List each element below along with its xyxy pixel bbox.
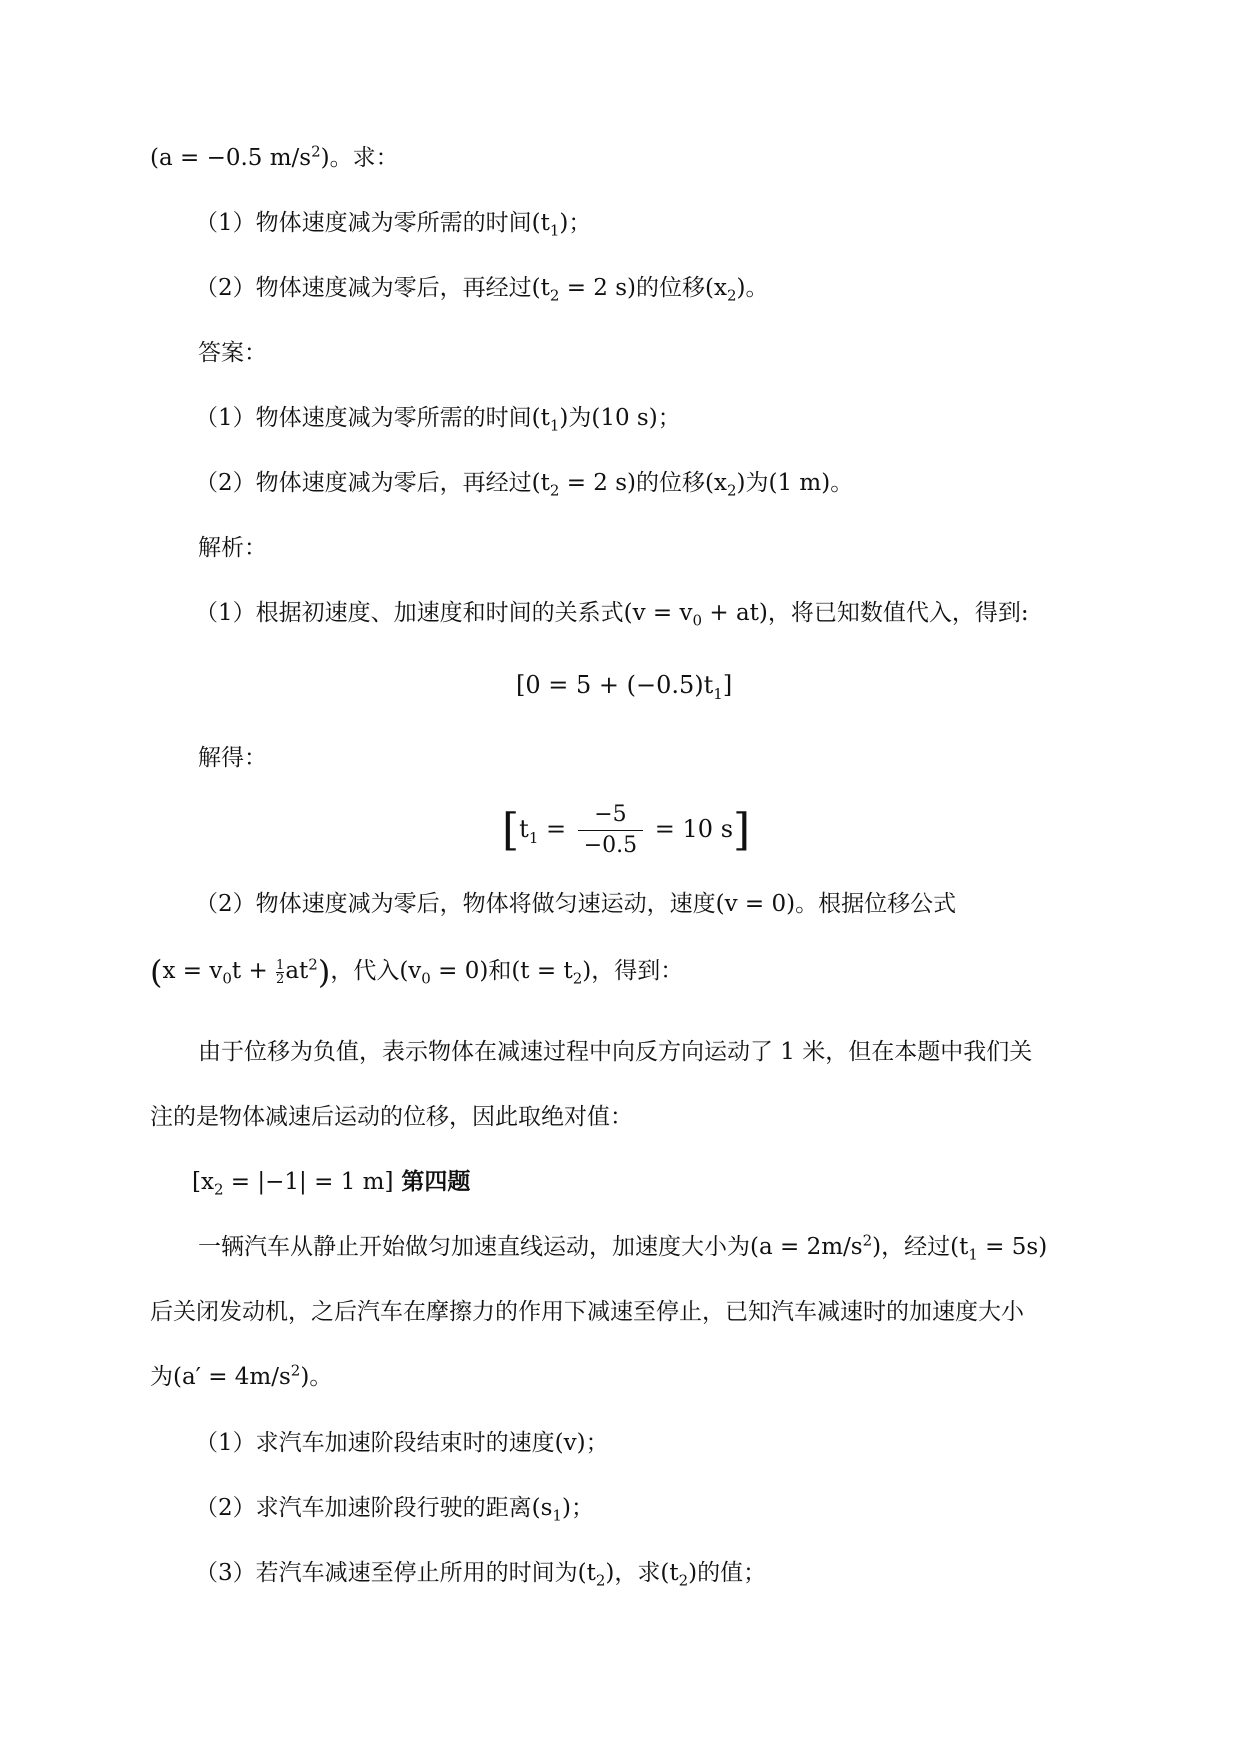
analysis-heading: 解析： (198, 535, 267, 561)
text-span: = 5s) (977, 1234, 1048, 1260)
subscript: 2 (572, 969, 583, 988)
answer-1 (195, 402, 681, 434)
text-span: )。 (736, 275, 769, 301)
superscript: 2 (290, 1361, 301, 1380)
problem-4-line-3 (150, 1361, 332, 1393)
numerator: −5 (594, 802, 627, 827)
subscript: 1 (968, 1245, 978, 1264)
subscript: 2 (726, 481, 737, 500)
fraction (578, 800, 643, 861)
paragraph-negative-displacement: 由于位移为负值，表示物体在减速过程中向反方向运动了 1 米，但在本题中我们关 (198, 1039, 1033, 1065)
analysis-step-1 (195, 597, 1029, 629)
text-span: t + (231, 958, 276, 984)
text-span: 为(a′ = 4m/s (150, 1364, 291, 1390)
superscript: 2 (862, 1231, 873, 1250)
text-span: （2）求汽车加速阶段行驶的距离(s (195, 1495, 553, 1521)
text-span: )，得到： (582, 958, 684, 984)
text-span: )，经过(t (872, 1234, 969, 1260)
denominator: −0.5 (578, 830, 643, 861)
subscript: 0 (222, 969, 232, 988)
text-span: [0 = 5 + (−0.5)t (516, 671, 714, 699)
text-span: = 10 s (647, 815, 734, 843)
equation-time-result (502, 800, 750, 861)
text-span: )为(10 s)； (559, 405, 681, 431)
text-span: )为(1 m)。 (736, 470, 854, 496)
question-1 (195, 207, 591, 239)
text-span: t (519, 815, 529, 843)
subscript: 2 (549, 286, 560, 305)
subscript: 2 (213, 1180, 224, 1199)
text-span: （1）物体速度减为零所需的时间(t (195, 405, 550, 431)
text-span: ] (722, 671, 733, 699)
text-span: 一辆汽车从静止开始做匀加速直线运动，加速度大小为(a = 2m/s (198, 1234, 863, 1260)
subscript: 1 (552, 1506, 562, 1525)
text-span: = |−1| = 1 m] (223, 1169, 394, 1195)
text-span: x = v (162, 958, 223, 984)
text-span: （2）物体速度减为零后，再经过(t (195, 275, 550, 301)
subscript: 1 (713, 684, 723, 703)
subscript: 2 (678, 1571, 689, 1590)
text-span: + at)，将已知数值代入，得到: (702, 600, 1029, 626)
paragraph-absolute-value: 注的是物体减速后运动的位移，因此取绝对值： (150, 1104, 633, 1130)
subscript: 1 (549, 416, 560, 435)
text-span: )； (561, 1495, 594, 1521)
bracket: ] (733, 804, 751, 856)
subscript: 1 (528, 828, 539, 847)
fraction (276, 959, 284, 986)
analysis-step-2: （2）物体速度减为零后，物体将做匀速运动，速度(v = 0)。根据位移公式 (195, 891, 957, 917)
solve-heading: 解得： (198, 745, 267, 771)
text-span: )； (559, 210, 592, 236)
text-span: at (285, 958, 309, 984)
problem-4-question-2 (195, 1492, 594, 1524)
text-span: [x (192, 1169, 214, 1195)
text-span: （2）物体速度减为零后，再经过(t (195, 470, 550, 496)
text-span: （1）物体速度减为零所需的时间(t (195, 210, 550, 236)
text-span: = 2 s)的位移(x (559, 275, 727, 301)
subscript: 2 (549, 481, 560, 500)
answer-heading: 答案： (198, 340, 267, 366)
problem-line-acceleration (150, 142, 399, 174)
superscript: 2 (311, 142, 321, 161)
subscript: 0 (692, 611, 703, 630)
problem-4-question-1: （1）求汽车加速阶段结束时的速度(v)； (195, 1430, 609, 1456)
bracket: [ (502, 804, 520, 856)
denominator: 2 (276, 971, 285, 987)
problem-4-line-2: 后关闭发动机，之后汽车在摩擦力的作用下减速至停止，已知汽车减速时的加速度大小 (150, 1299, 1024, 1325)
text-span: = 0)和(t = t (430, 958, 573, 984)
text-span: = (538, 815, 574, 843)
section-heading-problem-4: 第四题 (393, 1168, 471, 1195)
text-span: ，代入(v (330, 958, 422, 984)
subscript: 1 (549, 221, 560, 240)
answer-2 (195, 467, 853, 499)
bracket: ( (150, 953, 163, 991)
equation-velocity (516, 668, 732, 702)
text-span: )，求(t (605, 1560, 679, 1586)
superscript: 2 (308, 955, 318, 974)
subscript: 2 (726, 286, 737, 305)
subscript: 0 (421, 969, 431, 988)
question-2 (195, 272, 769, 304)
text-span: （1）根据初速度、加速度和时间的关系式(v = v (195, 600, 693, 626)
text-span: （3）若汽车减速至停止所用的时间为(t (195, 1560, 596, 1586)
bracket: ) (317, 953, 331, 991)
problem-4-line-1 (198, 1231, 1047, 1263)
text-span: = 2 s)的位移(x (559, 470, 727, 496)
numerator: 1 (276, 957, 285, 973)
text-span: (a = −0.5 m/s (150, 145, 312, 171)
text-span: )。 (300, 1364, 333, 1390)
problem-4-question-3 (195, 1557, 766, 1589)
displacement-formula-line (150, 953, 684, 991)
result-and-section-heading (192, 1166, 470, 1198)
text-span: )的值； (688, 1560, 767, 1586)
subscript: 2 (595, 1571, 606, 1590)
text-span: )。求： (320, 145, 399, 171)
